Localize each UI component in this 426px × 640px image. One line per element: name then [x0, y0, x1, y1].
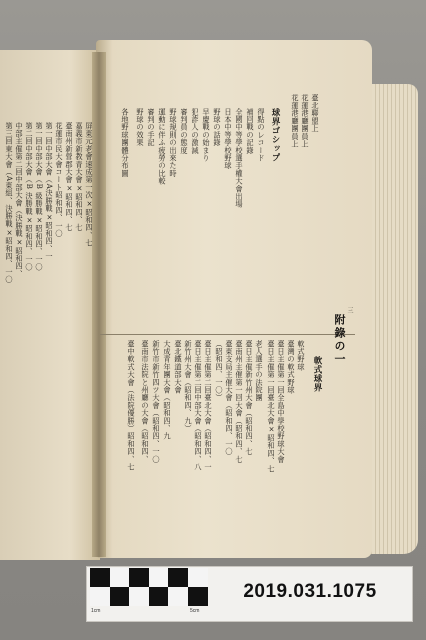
right-entry: 犯詐人の激減 — [191, 108, 200, 155]
scale-square — [188, 568, 208, 587]
right-entry: 日本中等學校野球 — [224, 108, 233, 170]
scale-square — [129, 568, 149, 587]
scale-square — [149, 568, 169, 587]
scale-square — [168, 587, 188, 606]
appendix-entry: 臺北鐵道部大會 — [174, 340, 183, 394]
appendix-entry: 臺南市法院と州廳の大會（昭和四、 — [141, 340, 150, 464]
book-gutter — [92, 52, 106, 557]
right-entry: 臺北聯盟上 — [311, 94, 320, 133]
right-entry: 補回戰の記錄 — [246, 108, 255, 155]
appendix-entry: 臺南州主催第一回大會（昭和四、七 — [235, 340, 244, 464]
scale-square — [110, 587, 130, 606]
appendix-entry: 臺灣の軟式野球 — [287, 340, 296, 394]
appendix-subtitle: 軟式球界 — [312, 356, 322, 392]
scale-square — [149, 587, 169, 606]
left-entry: 第一回中部大會（A決勝戰×昭和四、一 — [45, 122, 54, 261]
left-entry: 臺南州新營郡大會×昭和四、七 — [65, 122, 74, 232]
left-entry: 嘉義市新教青大會×昭和四、七 — [75, 122, 84, 232]
section-heading: 球界ゴシップ — [270, 108, 280, 162]
scale-bar — [90, 568, 208, 618]
right-entry: 各地野球團體分布圖 — [121, 108, 130, 178]
right-entry: 全國中等學校選手權大會出場 — [235, 108, 244, 209]
appendix-title: 附錄の一 — [333, 314, 346, 366]
right-entry: 審判員の態度 — [180, 108, 189, 155]
scale-square — [90, 568, 110, 587]
left-entry: 花蓮市民大會コート昭和四、一〇 — [55, 122, 64, 238]
appendix-entry: 軟式野球 — [297, 340, 306, 371]
scale-square — [188, 587, 208, 606]
right-entry: 花蓮港廳團員上 — [291, 94, 300, 148]
right-entry: 野球の話錄 — [213, 108, 222, 147]
appendix-entry: 臺中軟式大會（法院優勝）昭和四、七 — [127, 340, 136, 471]
scale-square — [129, 587, 149, 606]
appendix-entry: 臺日主催新竹州大會（昭和四、七 — [245, 340, 254, 456]
appendix-entry: 大成青年團大會（昭和四、九 — [163, 340, 172, 441]
left-entry: 第一回中部大會（B 級勝戰×昭和四、一〇 — [35, 122, 44, 271]
left-entry: 中部主催第二回中部大會（決勝戰×昭和四、 — [15, 122, 24, 278]
section-divider — [100, 334, 355, 335]
left-entry: 屏東元老會速成第一次×昭和四、七 — [85, 122, 94, 247]
scale-square — [90, 587, 110, 606]
right-entry: 運動に伴ふ疲勞の比較 — [158, 108, 167, 185]
right-entry: 野球規則の出來た時 — [169, 108, 178, 178]
scale-caption-right: 5cm — [190, 608, 200, 614]
left-entry: 第二回中部大會（B 決勝戰×昭和四、一〇 — [25, 122, 34, 271]
appendix-entry: （昭和四、一〇） — [215, 340, 224, 402]
appendix-entry: 臺東支局主催大會（昭和四、一〇 — [225, 340, 234, 456]
right-entry: 早慶戰の始まり — [202, 108, 211, 162]
left-entry: 第三回東大會（A東組、決勝戰×昭和四、一〇 — [5, 122, 14, 284]
right-entry: 野球の效果 — [136, 108, 145, 147]
page-mark: 三 — [346, 307, 353, 313]
right-entry: 審判の手記 — [147, 108, 156, 147]
appendix-entry: 老人選手の法院團 — [255, 340, 264, 402]
appendix-entry: 新竹州大會（昭和四、九） — [184, 340, 193, 433]
appendix-entry: 臺日主催第一回臺北大會×昭和四、七 — [267, 340, 276, 473]
catalog-number: 2019.031.1075 — [243, 581, 377, 602]
scale-caption-left: 1cm — [91, 608, 101, 614]
appendix-entry: 臺日主催第一回全島中學校野球大會 — [277, 340, 286, 464]
right-entry: 花蓮港廳團員上 — [301, 94, 310, 148]
appendix-entry: 臺日主催第二回臺北大會（昭和四、一 — [204, 340, 213, 471]
scale-square — [110, 568, 130, 587]
appendix-entry: 新竹市新竹四ツ大會（昭和四、一〇 — [152, 340, 161, 464]
appendix-entry: 臺日主催第二回中部大會（昭和四、八 — [194, 340, 203, 471]
right-entry: 得點のレコード — [257, 108, 266, 162]
scale-square — [168, 568, 188, 587]
open-book — [0, 22, 410, 562]
